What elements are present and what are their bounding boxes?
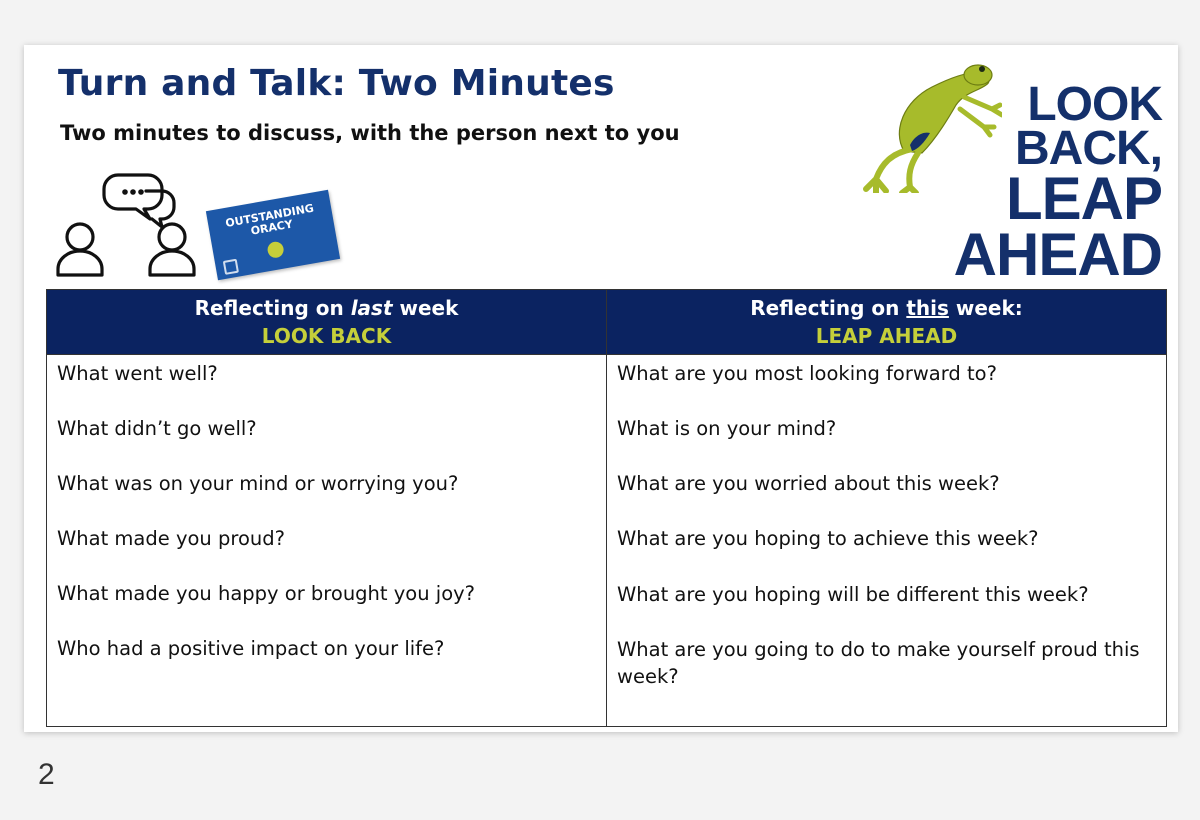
oracy-badge [206, 190, 340, 280]
right-header-before: Reflecting on [750, 296, 907, 320]
left-header-after: week [392, 296, 459, 320]
list-item: What are you worried about this week? [617, 472, 1000, 495]
list-item: What didn’t go well? [57, 417, 257, 440]
look-back-leap-ahead-logo [930, 78, 1162, 288]
brand-line-2: BACK, [1015, 122, 1162, 175]
brand-line-1: LOOK [1027, 78, 1162, 131]
slide-title: Turn and Talk: Two Minutes [58, 63, 615, 104]
list-item: What are you hoping will be different this week? [617, 583, 1089, 606]
brand-line-4: AHEAD [953, 221, 1162, 288]
people-discussion-icon [52, 169, 210, 279]
list-item: What made you proud? [57, 527, 285, 550]
left-questions-cell [47, 355, 607, 727]
right-questions-cell [607, 355, 1167, 727]
badge-logo-icon [223, 259, 239, 275]
slide-number: 2 [38, 758, 55, 791]
left-header-emphasis: last [350, 296, 393, 320]
slide-subtitle: Two minutes to discuss, with the person next to you [60, 121, 680, 145]
right-header-emphasis: this [906, 296, 949, 320]
list-item: What was on your mind or worrying you? [57, 472, 459, 495]
badge-label: OUTSTANDING ORACY [224, 201, 315, 238]
right-header-sub: LEAP AHEAD [815, 324, 958, 348]
brand-line-3: LEAP [1005, 165, 1162, 232]
slide [24, 45, 1178, 732]
list-item: What are you most looking forward to? [617, 362, 997, 385]
speech-bubble-icon [266, 241, 285, 260]
list-item: Who had a positive impact on your life? [57, 637, 445, 660]
left-header-before: Reflecting on [194, 296, 351, 320]
list-item: What made you happy or brought you joy? [57, 582, 476, 605]
left-header-sub: LOOK BACK [261, 324, 392, 348]
list-item: What are you hoping to achieve this week? [617, 527, 1039, 550]
list-item: What went well? [57, 362, 218, 385]
list-item: What are you going to do to make yourself proud this week? [617, 638, 1140, 688]
list-item: What is on your mind? [617, 417, 837, 440]
right-column-header [607, 290, 1167, 355]
reflection-table [46, 289, 1167, 727]
left-column-header [47, 290, 607, 355]
right-header-after: week: [948, 296, 1023, 320]
